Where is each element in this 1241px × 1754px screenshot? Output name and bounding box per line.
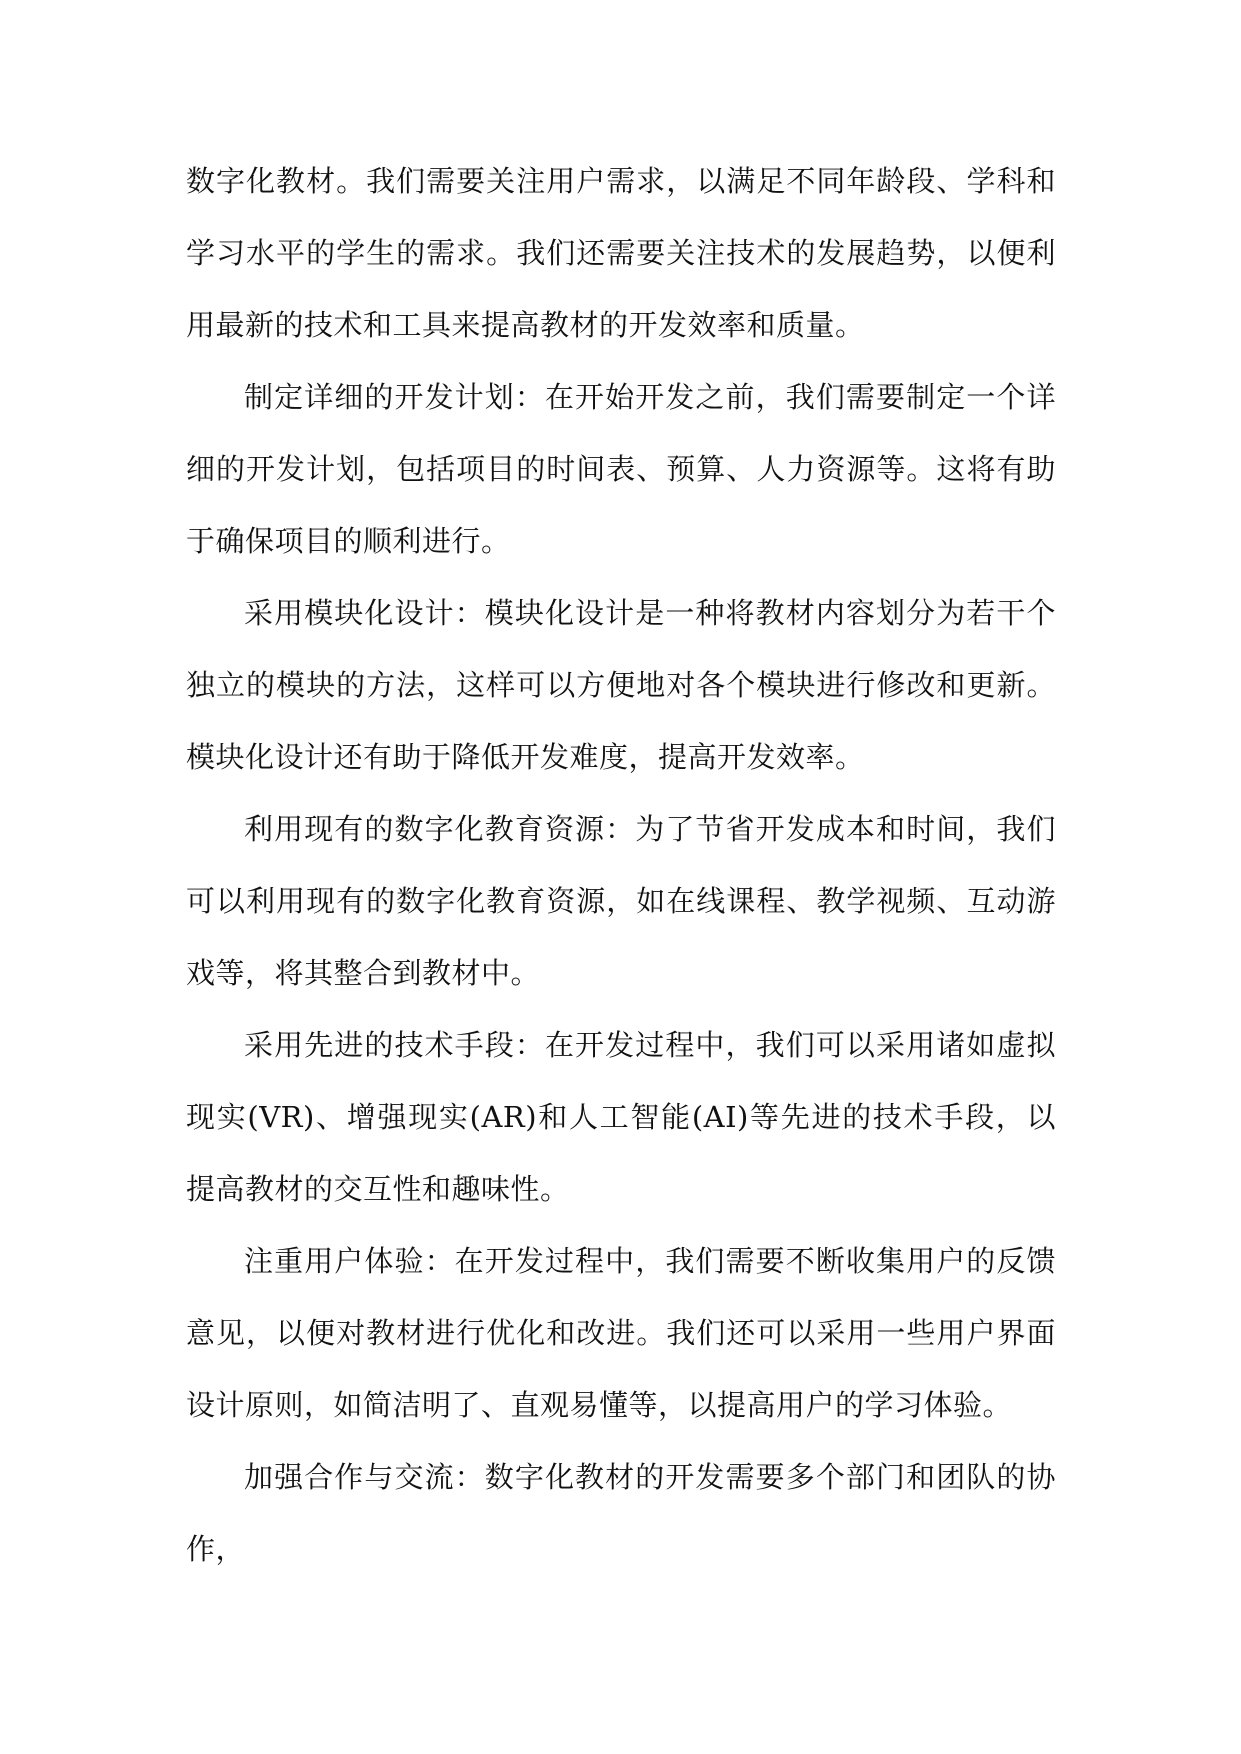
document-body [186,145,1056,1585]
paragraph-advanced-technology: 采用先进的技术手段：在开发过程中，我们可以采用诸如虚拟现实(VR)、增强现实(AR)和人工智能(AI)等先进的技术手段，以提高教材的交互性和趣味性。 [186,1028,1056,1206]
paragraph-existing-resources: 利用现有的数字化教育资源：为了节省开发成本和时间，我们可以利用现有的数字化教育资源，如在线课程、教学视频、互动游戏等，将其整合到教材中。 [186,812,1056,990]
paragraph-development-plan: 制定详细的开发计划：在开始开发之前，我们需要制定一个详细的开发计划，包括项目的时间表、预算、人力资源等。这将有助于确保项目的顺利进行。 [186,380,1056,558]
paragraph-collaboration: 加强合作与交流：数字化教材的开发需要多个部门和团队的协作， [186,1460,1056,1566]
paragraph-modular-design: 采用模块化设计：模块化设计是一种将教材内容划分为若干个独立的模块的方法，这样可以方便地对各个模块进行修改和更新。模块化设计还有助于降低开发难度，提高开发效率。 [186,596,1056,774]
paragraph-continuation: 数字化教材。我们需要关注用户需求，以满足不同年龄段、学科和学习水平的学生的需求。我们还需要关注技术的发展趋势，以便利用最新的技术和工具来提高教材的开发效率和质量。 [186,164,1056,342]
paragraph-user-experience: 注重用户体验：在开发过程中，我们需要不断收集用户的反馈意见，以便对教材进行优化和改进。我们还可以采用一些用户界面设计原则，如简洁明了、直观易懂等，以提高用户的学习体验。 [186,1244,1056,1422]
